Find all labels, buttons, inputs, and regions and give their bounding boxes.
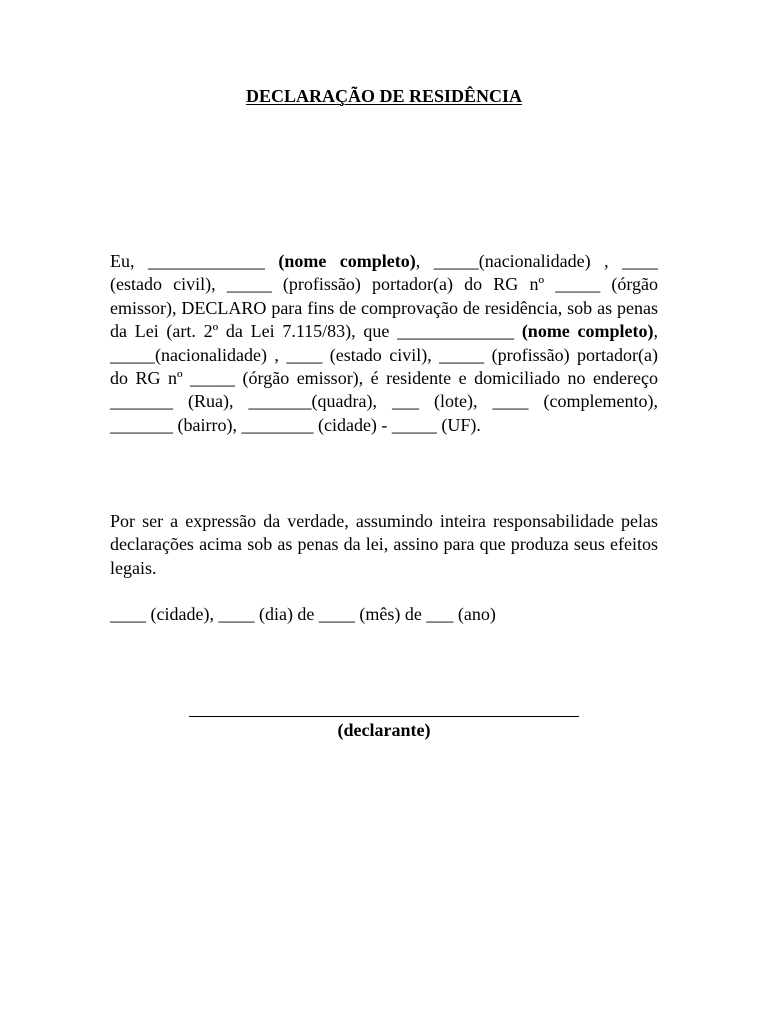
signature-label: (declarante) — [337, 720, 431, 740]
bold-placeholder-name: (nome completo) — [521, 321, 654, 342]
document-title: DECLARAÇÃO DE RESIDÊNCIA — [245, 86, 523, 106]
paragraph-text: Eu, _____________ — [110, 251, 279, 271]
declaration-paragraph — [110, 250, 658, 437]
date-line: ____ (cidade), ____ (dia) de ____ (mês) de ___ (ano) — [110, 604, 496, 624]
bold-placeholder-name: (nome completo) — [278, 251, 416, 271]
paragraph-text: , _____(nacionalidade) , ____ (estado civil), _____ (profissão) portador(a) do RG nº _____ (órgão emissor), é residente e domiciliado no endereço _______ (Rua), _______(quadra), ___ (lote), ____ (complemento), _______ (bairro), ________ (cidade) - _____ (UF). — [110, 321, 658, 435]
truth-statement-paragraph: Por ser a expressão da verdade, assumindo inteira responsabilidade pelas declarações acima sob as penas da lei, assino para que produza seus efeitos legais. — [110, 511, 658, 578]
paragraph-text: , _____(nacionalidade) , ____ (estado civil), _____ (profissão) portador(a) do RG nº _____ (órgão emissor), DECLARO para fins de comprovação de residência, sob as penas da Lei (art. 2º da Lei 7.115/83), que _____________ — [110, 251, 659, 342]
signature-line — [189, 716, 579, 717]
